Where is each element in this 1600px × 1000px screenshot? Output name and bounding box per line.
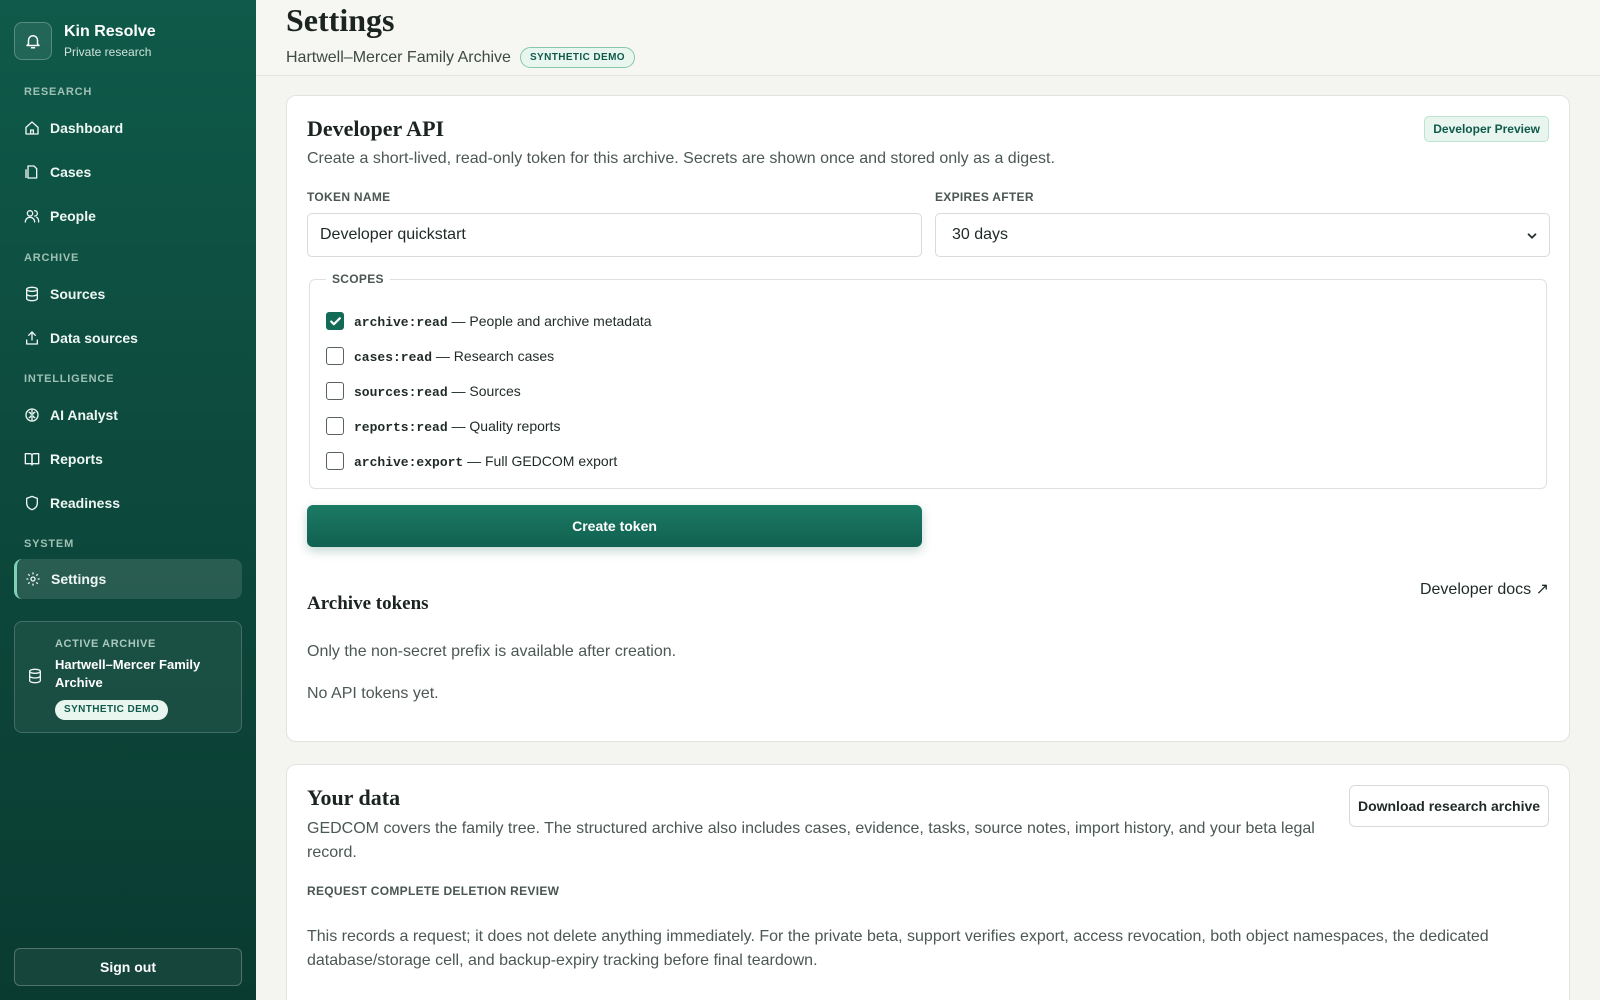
folder-icon: [24, 164, 40, 180]
sidebar-item-settings[interactable]: [14, 559, 242, 599]
nav-section-system: SYSTEM: [24, 538, 75, 550]
brand[interactable]: [14, 22, 156, 60]
scope-code: reports:read: [354, 419, 448, 435]
sidebar-item-label: Settings: [51, 571, 107, 587]
scope-description: — People and archive metadata: [447, 312, 652, 329]
home-icon: [24, 120, 40, 136]
active-archive-card[interactable]: [14, 621, 242, 733]
nav-section-intelligence: INTELLIGENCE: [24, 373, 115, 385]
archive-tokens-empty: No API tokens yet.: [307, 685, 439, 702]
archive-tokens-title: Archive tokens: [307, 593, 429, 614]
developer-api-title: Developer API: [307, 116, 445, 141]
your-data-description: GEDCOM covers the family tree. The structured archive also includes cases, evidence, tasks, source notes, import history, and your beta legal record.: [307, 820, 1315, 861]
sidebar-item-data-sources[interactable]: [14, 318, 242, 358]
token-name-label: TOKEN NAME: [307, 190, 391, 204]
sidebar-item-cases[interactable]: [14, 152, 242, 192]
sidebar-item-label: Dashboard: [50, 120, 124, 136]
database-icon: [27, 668, 43, 684]
scope-checkbox[interactable]: [326, 452, 344, 470]
upload-icon: [24, 330, 40, 346]
scope-checkbox[interactable]: [326, 312, 344, 330]
sidebar-item-label: AI Analyst: [50, 407, 118, 423]
scope-cases-read[interactable]: [326, 347, 554, 365]
bell-logo-icon: [14, 22, 52, 60]
archive-breadcrumb: [286, 47, 635, 68]
sidebar-item-label: Sources: [50, 286, 106, 302]
scope-description: — Quality reports: [447, 417, 561, 434]
nav-section-research: RESEARCH: [24, 86, 93, 98]
scope-code: archive:read: [354, 314, 448, 330]
shield-icon: [24, 495, 40, 511]
scope-description: — Sources: [447, 382, 521, 399]
developer-api-card: [286, 95, 1570, 742]
sidebar-item-label: Readiness: [50, 495, 121, 511]
active-archive-name: Hartwell–Mercer Family Archive: [55, 657, 201, 690]
download-archive-button[interactable]: Download research archive: [1349, 785, 1549, 827]
check-icon: [329, 315, 342, 328]
brand-subtitle: Private research: [64, 45, 152, 59]
page-header: [256, 0, 1600, 76]
scope-code: sources:read: [354, 384, 448, 400]
book-icon: [24, 451, 40, 467]
create-token-button[interactable]: Create token: [307, 505, 922, 547]
active-archive-label: ACTIVE ARCHIVE: [55, 638, 156, 650]
scope-reports-read[interactable]: [326, 417, 560, 435]
brain-icon: [24, 407, 40, 423]
archive-tokens-note: Only the non-secret prefix is available after creation.: [307, 643, 677, 660]
developer-api-description: Create a short-lived, read-only token for this archive. Secrets are shown once and stored only as a digest.: [307, 150, 1055, 167]
expires-after-value: 30 days: [952, 226, 1009, 243]
expires-after-label: EXPIRES AFTER: [935, 190, 1034, 204]
deletion-review-text: This records a request; it does not delete anything immediately. For the private beta, support verifies export, access revocation, both object namespaces, the dedicated database/storage cell, and backup-expiry tracking before final teardown.: [307, 928, 1489, 969]
page-title: Settings: [286, 2, 395, 38]
sidebar: [0, 0, 256, 1000]
scopes-fieldset: [309, 272, 1547, 489]
database-icon: [24, 286, 40, 302]
sidebar-item-reports[interactable]: [14, 439, 242, 479]
people-icon: [24, 208, 40, 224]
nav-section-archive: ARCHIVE: [24, 252, 80, 264]
scope-description: — Full GEDCOM export: [463, 452, 618, 469]
sidebar-item-sources[interactable]: [14, 274, 242, 314]
archive-name: Hartwell–Mercer Family Archive: [286, 48, 511, 66]
sidebar-item-dashboard[interactable]: [14, 108, 242, 148]
synthetic-demo-badge: SYNTHETIC DEMO: [55, 700, 168, 720]
sign-out-button[interactable]: Sign out: [14, 948, 242, 986]
sidebar-item-ai-analyst[interactable]: [14, 395, 242, 435]
sidebar-item-label: Reports: [50, 451, 103, 467]
scope-checkbox[interactable]: [326, 347, 344, 365]
your-data-title: Your data: [307, 785, 401, 810]
developer-preview-badge: Developer Preview: [1424, 116, 1549, 142]
scope-checkbox[interactable]: [326, 417, 344, 435]
deletion-review-label: REQUEST COMPLETE DELETION REVIEW: [307, 884, 560, 898]
synthetic-demo-badge: SYNTHETIC DEMO: [520, 47, 635, 68]
sidebar-item-label: People: [50, 208, 96, 224]
token-name-input[interactable]: Developer quickstart: [307, 213, 922, 257]
scope-description: — Research cases: [432, 347, 555, 364]
expires-after-select[interactable]: [935, 213, 1550, 257]
your-data-card: [286, 764, 1570, 1000]
sidebar-item-people[interactable]: [14, 196, 242, 236]
brand-name: Kin Resolve: [64, 23, 156, 40]
scopes-label: SCOPES: [326, 272, 390, 286]
sidebar-item-label: Data sources: [50, 330, 138, 346]
sidebar-item-label: Cases: [50, 164, 92, 180]
scope-sources-read[interactable]: [326, 382, 521, 400]
chevron-down-icon: [1525, 229, 1539, 243]
scope-code: cases:read: [354, 349, 433, 365]
developer-docs-link[interactable]: Developer docs ↗: [1419, 581, 1549, 598]
sidebar-item-readiness[interactable]: [14, 483, 242, 523]
scope-code: archive:export: [354, 454, 464, 470]
scope-archive-read[interactable]: [326, 312, 652, 330]
gear-icon: [25, 571, 41, 587]
scope-checkbox[interactable]: [326, 382, 344, 400]
scope-archive-export[interactable]: [326, 452, 617, 470]
